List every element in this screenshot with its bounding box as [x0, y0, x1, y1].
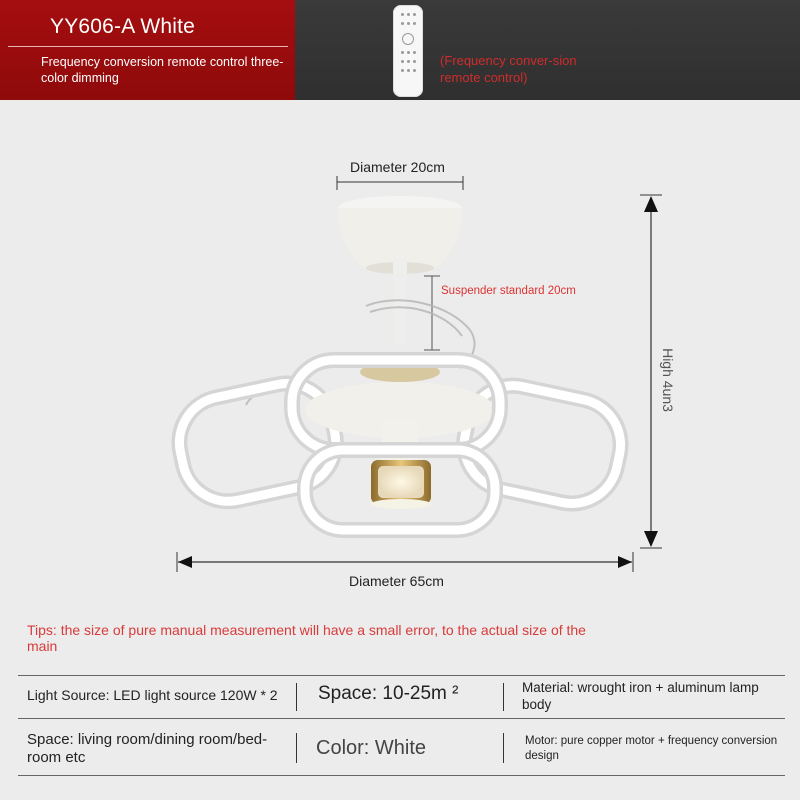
remote-buttons-row	[393, 22, 423, 25]
spec-column-divider	[503, 733, 504, 763]
suspender-label: Suspender standard 20cm	[441, 285, 576, 297]
fan-light-diagram	[0, 100, 800, 600]
remote-buttons-row	[393, 69, 423, 72]
height-label: High 4un3	[659, 348, 676, 412]
title-divider	[8, 46, 288, 47]
spec-space-rooms: Space: living room/dining room/bed-room etc	[27, 731, 268, 766]
remote-label: (Frequency conver-sion remote control)	[440, 53, 577, 85]
top-diameter-dimension	[337, 176, 463, 190]
height-dimension	[640, 195, 662, 548]
remote-control-icon	[393, 5, 423, 97]
spec-space-area: Space: 10-25m ²	[318, 683, 459, 704]
bottom-diameter-label: Diameter 65cm	[349, 573, 444, 589]
spec-material: Material: wrought iron + aluminum lamp body	[522, 680, 759, 712]
top-diameter-label: Diameter 20cm	[350, 159, 445, 175]
spec-divider-top	[18, 675, 785, 676]
spec-column-divider	[503, 683, 504, 711]
remote-buttons-row	[393, 60, 423, 63]
spec-light-source: Light Source: LED light source 120W * 2	[27, 687, 278, 703]
header-title-panel	[0, 0, 295, 100]
bottom-diameter-dimension	[177, 552, 633, 572]
spec-divider-middle	[18, 718, 785, 719]
spec-column-divider	[296, 683, 297, 711]
measurement-tip: Tips: the size of pure manual measurement will have a small error, to the actual size of the main	[27, 622, 586, 654]
remote-buttons-row	[393, 13, 423, 16]
spec-divider-bottom	[18, 775, 785, 776]
center-light	[371, 460, 431, 509]
spec-motor: Motor: pure copper motor + frequency conversion design	[525, 735, 778, 762]
remote-dial-icon	[402, 33, 414, 45]
product-subtitle: Frequency conversion remote control three-color dimming	[41, 55, 284, 85]
header-banner	[0, 0, 800, 100]
spec-color: Color: White	[316, 737, 427, 759]
product-title: YY606-A White	[50, 15, 196, 38]
remote-buttons-row	[393, 51, 423, 54]
